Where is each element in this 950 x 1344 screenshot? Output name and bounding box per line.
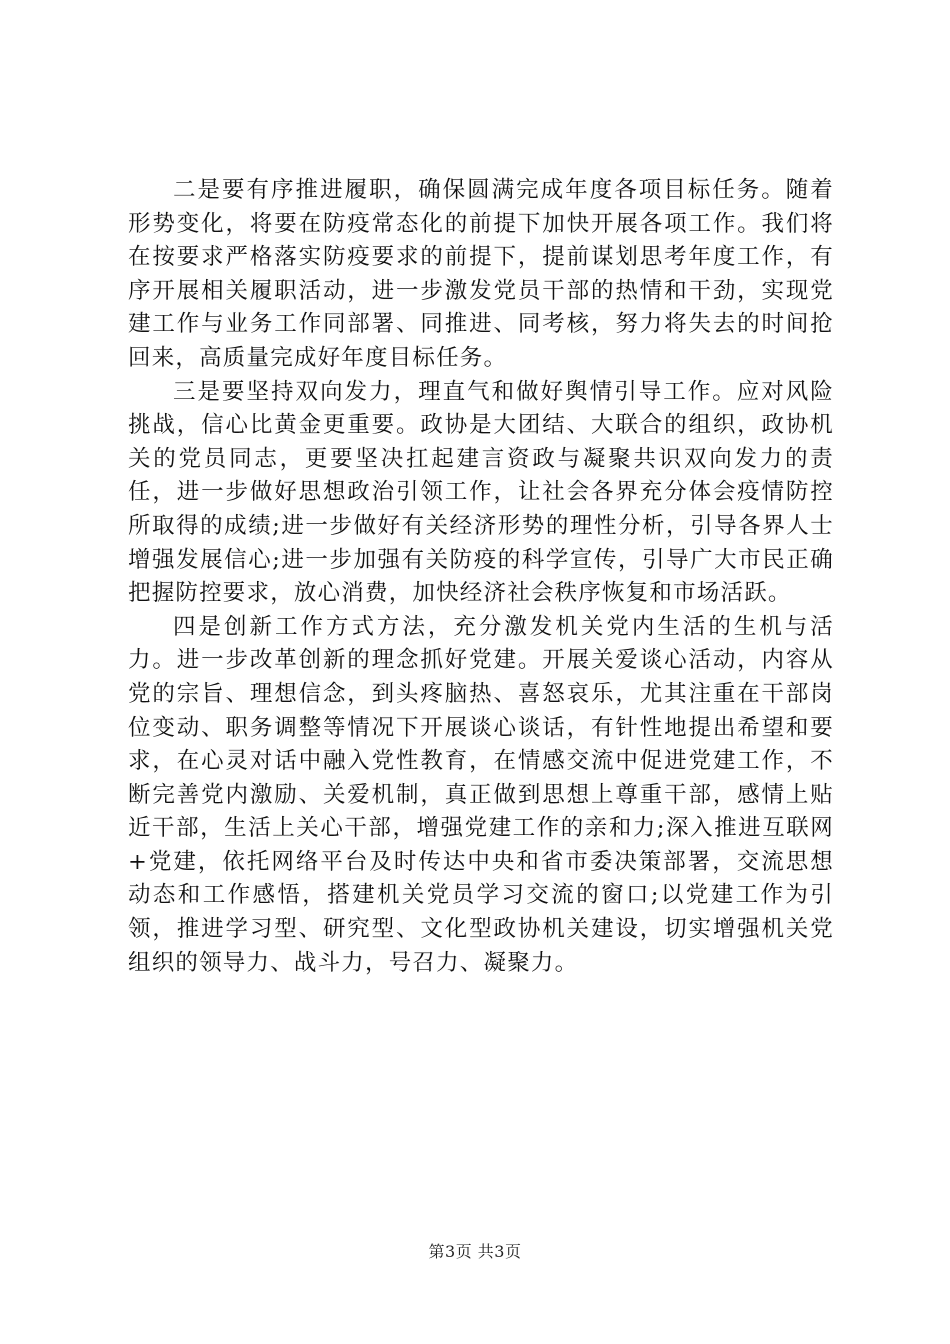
page-number-footer: 第3页 共3页 bbox=[428, 1242, 522, 1261]
paragraph-four: 四是创新工作方式方法，充分激发机关党内生活的生机与活力。进一步改革创新的理念抓好党建。开展关爱谈心活动，内容从党的宗旨、理想信念，到头疼脑热、喜怒哀乐，尤其注重在干部岗位变动、职务调整等情况下开展谈心谈话，有针性地提出希望和要求，在心灵对话中融入党性教育，在情感交流中促进党建工作，不断完善党内激励、关爱机制，真正做到思想上尊重干部，感情上贴近干部，生活上关心干部，增强党建工作的亲和力;深入推进互联网+党建，依托网络平台及时传达中央和省市委决策部署，交流思想动态和工作感悟，搭建机关党员学习交流的窗口;以党建工作为引领，推进学习型、研究型、文化型政协机关建设，切实增强机关党组织的领导力、战斗力，号召力、凝聚力。 bbox=[128, 613, 834, 976]
paragraph-two: 二是要有序推进履职，确保圆满完成年度各项目标任务。随着形势变化，将要在防疫常态化的前提下加快开展各项工作。我们将在按要求严格落实防疫要求的前提下，提前谋划思考年度工作，有序开展相关履职活动，进一步激发党员干部的热情和干劲，实现党建工作与业务工作同部署、同推进、同考核，努力将失去的时间抢回来，高质量完成好年度目标任务。 bbox=[128, 177, 834, 371]
paragraph-three: 三是要坚持双向发力，理直气和做好舆情引导工作。应对风险挑战，信心比黄金更重要。政协是大团结、大联合的组织，政协机关的党员同志，更要坚决扛起建言资政与凝聚共识双向发力的责任，进一步做好思想政治引领工作，让社会各界充分体会疫情防控所取得的成绩;进一步做好有关经济形势的理性分析，引导各界人士增强发展信心;进一步加强有关防疫的科学宣传，引导广大市民正确把握防控要求，放心消费，加快经济社会秩序恢复和市场活跃。 bbox=[128, 378, 834, 607]
document-body bbox=[128, 174, 834, 980]
